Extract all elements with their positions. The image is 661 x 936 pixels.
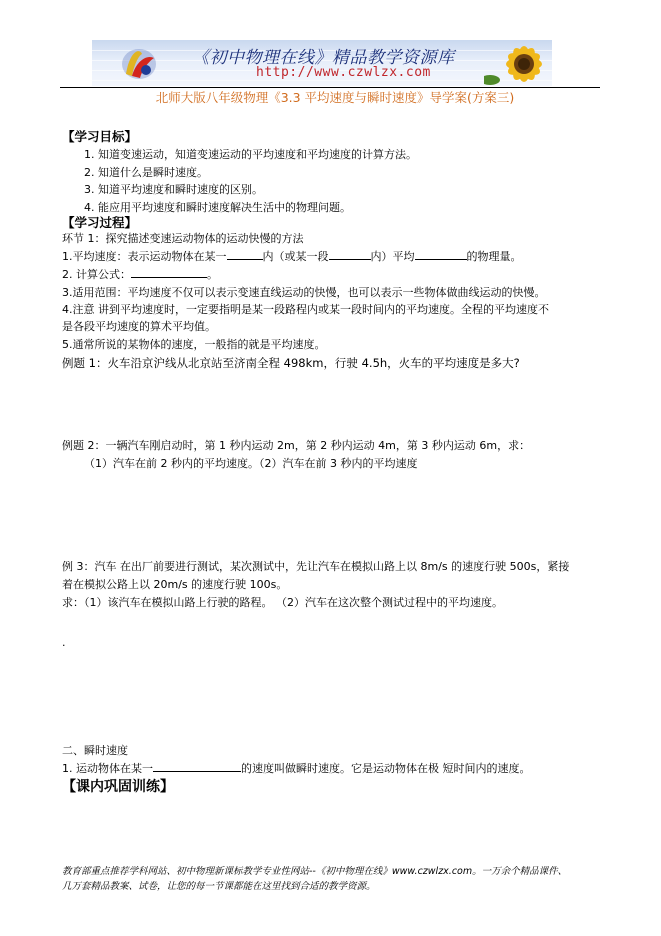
goals-heading: 【学习目标】 — [62, 129, 138, 144]
example-3-line1: 例 3：汽车 在出厂前要进行测试，某次测试中，先让汽车在模拟山路上以 8m/s 的速度行驶 500s，紧接 — [62, 560, 570, 573]
scope-note: 3.适用范围：平均速度不仅可以表示变速直线运动的快慢，也可以表示一些物体做曲线运动的快慢。 — [62, 286, 546, 299]
stray-dot: . — [62, 636, 66, 649]
goal-item: 1. 知道变速运动，知道变速运动的平均速度和平均速度的计算方法。 — [84, 148, 417, 161]
header-banner — [92, 40, 552, 86]
fill-blank[interactable] — [329, 248, 371, 260]
process-heading: 【学习过程】 — [62, 215, 138, 230]
example-3-line2: 着在模拟公路上以 20m/s 的速度行驶 100s。 — [62, 578, 288, 591]
fill-blank[interactable] — [131, 266, 207, 278]
instant-speed-heading: 二、瞬时速度 — [62, 744, 128, 757]
footer-line2: 几万套精品教案、试卷，让您的每一节课都能在这里找到合适的教学资源。 — [62, 881, 376, 892]
fill-blank[interactable] — [153, 760, 241, 772]
fill-blank[interactable] — [227, 248, 263, 260]
document-title: 北师大版八年级物理《3.3 平均速度与瞬时速度》导学案(方案三) — [155, 90, 515, 105]
link1-heading: 环节 1：探究描述变速运动物体的运动快慢的方法 — [62, 232, 304, 245]
question-average-speed: 1.平均速度：表示运动物体在某一 内（或某一段 内）平均 的物理量。 — [62, 250, 522, 263]
footer-line1: 教育部重点推荐学科网站、初中物理新课标教学专业性网站--《初中物理在线》www.czwlzx.com。一万余个精品课件、 — [62, 866, 568, 877]
instant-speed-question: 1. 运动物体在某一 的速度叫做瞬时速度。它是运动物体在极 短时间内的速度。 — [62, 762, 531, 775]
goal-item: 2. 知道什么是瞬时速度。 — [84, 166, 208, 179]
example-1: 例题 1：火车沿京沪线从北京站至济南全程 498km，行驶 4.5h，火车的平均速度是多大? — [62, 356, 520, 370]
goal-item: 3. 知道平均速度和瞬时速度的区别。 — [84, 183, 263, 196]
sunflower-icon — [484, 40, 552, 86]
goal-item: 4. 能应用平均速度和瞬时速度解决生活中的物理问题。 — [84, 201, 351, 214]
example-2: 例题 2：一辆汽车刚启动时，第 1 秒内运动 2m，第 2 秒内运动 4m，第 3 秒内运动 6m，求： — [62, 439, 531, 452]
speed-note: 5.通常所说的某物体的速度，一般指的就是平均速度。 — [62, 338, 326, 351]
example-3-line3: 求：（1）该汽车在模拟山路上行驶的路程。 （2）汽车在这次整个测试过程中的平均速度。 — [62, 596, 503, 609]
attention-note-line1: 4.注意 讲到平均速度时，一定要指明是某一段路程内或某一段时间内的平均速度。全程的平均速度不 — [62, 303, 549, 316]
practice-heading: 【课内巩固训练】 — [62, 779, 174, 795]
banner-slogan: 《初中物理在线》精品教学资源库 — [192, 48, 455, 68]
fill-blank[interactable] — [415, 248, 467, 260]
banner-url: http://www.czwlzx.com — [256, 65, 431, 80]
site-logo-icon — [120, 44, 158, 82]
attention-note-line2: 是各段平均速度的算术平均值。 — [62, 320, 216, 333]
question-formula: 2. 计算公式： 。 — [62, 268, 218, 281]
example-2-subquestions: （1）汽车在前 2 秒内的平均速度。（2）汽车在前 3 秒内的平均速度 — [84, 457, 418, 470]
